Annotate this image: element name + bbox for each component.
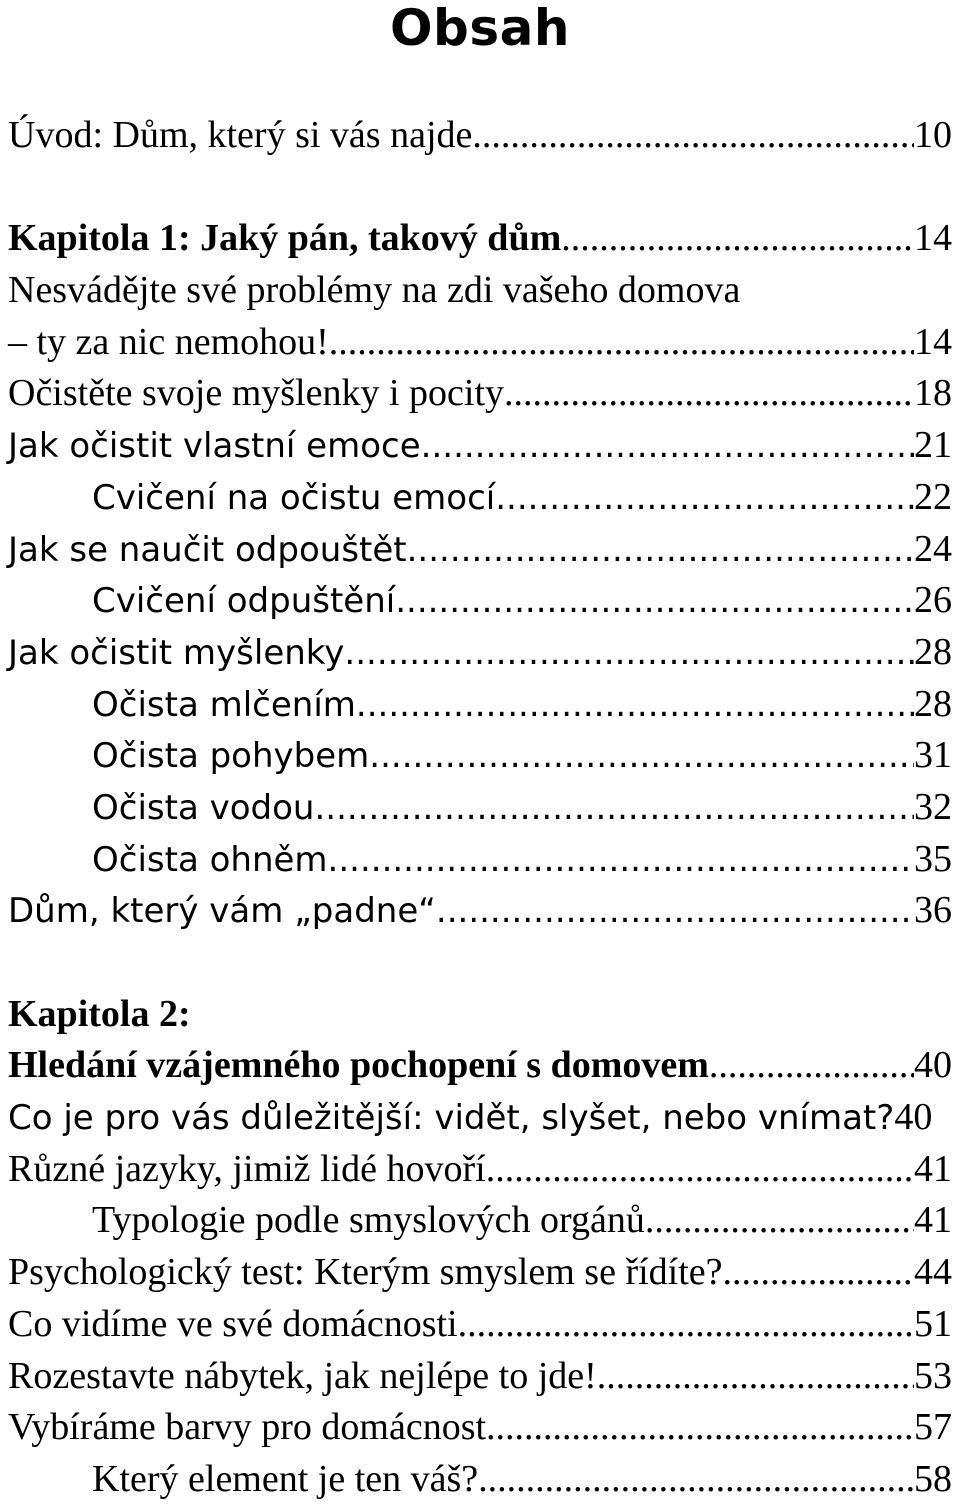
toc-entry-page: 40 [894, 1096, 933, 1139]
toc-entry-page: 28 [914, 682, 952, 725]
dot-leader [436, 886, 914, 938]
toc-entry-label: – ty za nic nemohou! [8, 320, 329, 363]
toc-entry [8, 1351, 952, 1403]
toc-entry-label: Kapitola 1: Jaký pán, takový dům [8, 217, 562, 260]
toc-entry [8, 1144, 952, 1196]
dot-leader [486, 1402, 914, 1454]
toc-entry-label: Jak očistit vlastní emoce [8, 426, 421, 467]
toc-entry [8, 1402, 952, 1454]
toc-entry-page: 40 [914, 1044, 952, 1087]
toc-entry-page: 36 [914, 889, 952, 932]
toc-entry-page: 53 [914, 1354, 952, 1397]
section-gap [8, 162, 952, 214]
toc-chapter-2-heading [8, 989, 952, 1041]
toc-entry-label: Rozestavte nábytek, jak nejlépe to jde! [8, 1354, 597, 1397]
toc-entry-page: 18 [914, 372, 952, 415]
toc-entry [8, 317, 952, 369]
toc-entry-page: 57 [914, 1406, 952, 1449]
toc-entry-label: Co vidíme ve své domácnosti [8, 1302, 458, 1345]
toc-entry-page: 41 [914, 1147, 952, 1190]
toc-entry-label: Typologie podle smyslových orgánů [92, 1199, 645, 1242]
toc-entry [8, 627, 952, 679]
toc-subentry [8, 834, 952, 886]
dot-leader [329, 317, 914, 369]
toc-subentry [8, 679, 952, 731]
toc-entry-label: Očista vodou [92, 787, 315, 828]
toc-entry-page: 21 [914, 424, 952, 467]
toc-entry-label: Psychologický test: Kterým smyslem se řídíte? [8, 1251, 723, 1294]
dot-leader [421, 421, 914, 473]
toc-entry-page: 10 [914, 114, 952, 156]
dot-leader [709, 1040, 914, 1092]
dot-leader [561, 213, 914, 265]
toc-entry-page: 41 [914, 1199, 952, 1242]
toc-entry-label: Kapitola 2: [8, 992, 191, 1035]
dot-leader [395, 576, 914, 628]
section-gap [8, 937, 952, 989]
page-title: Obsah [390, 0, 570, 57]
toc-entry-label: Očistěte svoje myšlenky i pocity [8, 372, 505, 415]
dot-leader [504, 368, 914, 420]
toc-entry-label: Jak se naučit odpouštět [8, 529, 407, 570]
dot-leader [723, 1247, 914, 1299]
toc-entry [8, 420, 952, 472]
toc-entry-page: 44 [914, 1251, 952, 1294]
toc-entry-label: Dům, který vám „padne“ [8, 891, 436, 932]
toc-entry-page: 26 [914, 579, 952, 622]
toc-entry-page: 32 [914, 785, 952, 828]
toc-entry-page: 35 [914, 837, 952, 880]
toc-entry-intro [8, 110, 952, 162]
toc-subentry [8, 782, 952, 834]
toc-entry-label: Očista ohněm [92, 839, 328, 880]
dot-leader [314, 783, 914, 835]
dot-leader [458, 1299, 914, 1351]
dot-leader [328, 835, 914, 887]
toc-entry-page: 28 [914, 630, 952, 673]
toc-entry-page: 31 [914, 734, 952, 777]
dot-leader [645, 1195, 914, 1247]
toc-entry-label: Úvod: Dům, který si vás najde [8, 114, 473, 156]
toc-entry-label: Co je pro vás důležitější: vidět, slyšet, nebo vnímat? [8, 1098, 895, 1139]
toc-entry [8, 1092, 952, 1144]
toc-entry [8, 1247, 952, 1299]
toc-entry-page: 22 [914, 475, 952, 518]
dot-leader [495, 473, 914, 525]
toc-subentry [8, 575, 952, 627]
toc-entry-page: 58 [914, 1457, 952, 1500]
toc-entry-label: Cvičení odpuštění [92, 581, 396, 622]
toc-subentry [8, 472, 952, 524]
toc-entry-label: Různé jazyky, jimiž lidé hovoří [8, 1147, 486, 1190]
toc-entry-label: Očista mlčením [92, 684, 356, 725]
dot-leader [597, 1351, 914, 1403]
toc-entry-label: Nesvádějte své problémy na zdi vašeho domova [8, 269, 741, 312]
dot-leader [407, 525, 914, 577]
toc-entry-label: Vybíráme barvy pro domácnost [8, 1406, 487, 1449]
table-of-contents [8, 110, 952, 1506]
toc-entry-page: 51 [914, 1302, 952, 1345]
toc-subentry [8, 1454, 952, 1506]
toc-subentry [8, 730, 952, 782]
toc-chapter-1-heading [8, 213, 952, 265]
toc-entry [8, 885, 952, 937]
toc-entry-page: 14 [914, 320, 952, 363]
dot-leader [472, 110, 914, 162]
dot-leader [356, 680, 914, 732]
toc-entry-label: Cvičení na očistu emocí [92, 477, 496, 518]
dot-leader [344, 628, 914, 680]
toc-entry-page: 14 [914, 217, 952, 260]
dot-leader [369, 731, 914, 783]
toc-entry [8, 524, 952, 576]
toc-entry-label: Který element je ten váš? [92, 1457, 479, 1500]
toc-entry [8, 265, 952, 317]
toc-entry-label: Jak očistit myšlenky [8, 632, 345, 673]
toc-entry-label: Očista pohybem [92, 736, 370, 777]
dot-leader [478, 1454, 914, 1506]
toc-entry [8, 1299, 952, 1351]
toc-chapter-2-title [8, 1040, 952, 1092]
toc-entry [8, 368, 952, 420]
dot-leader [486, 1144, 914, 1196]
toc-subentry [8, 1195, 952, 1247]
toc-entry-label: Hledání vzájemného pochopení s domovem [8, 1044, 709, 1087]
toc-entry-page: 24 [914, 527, 952, 570]
